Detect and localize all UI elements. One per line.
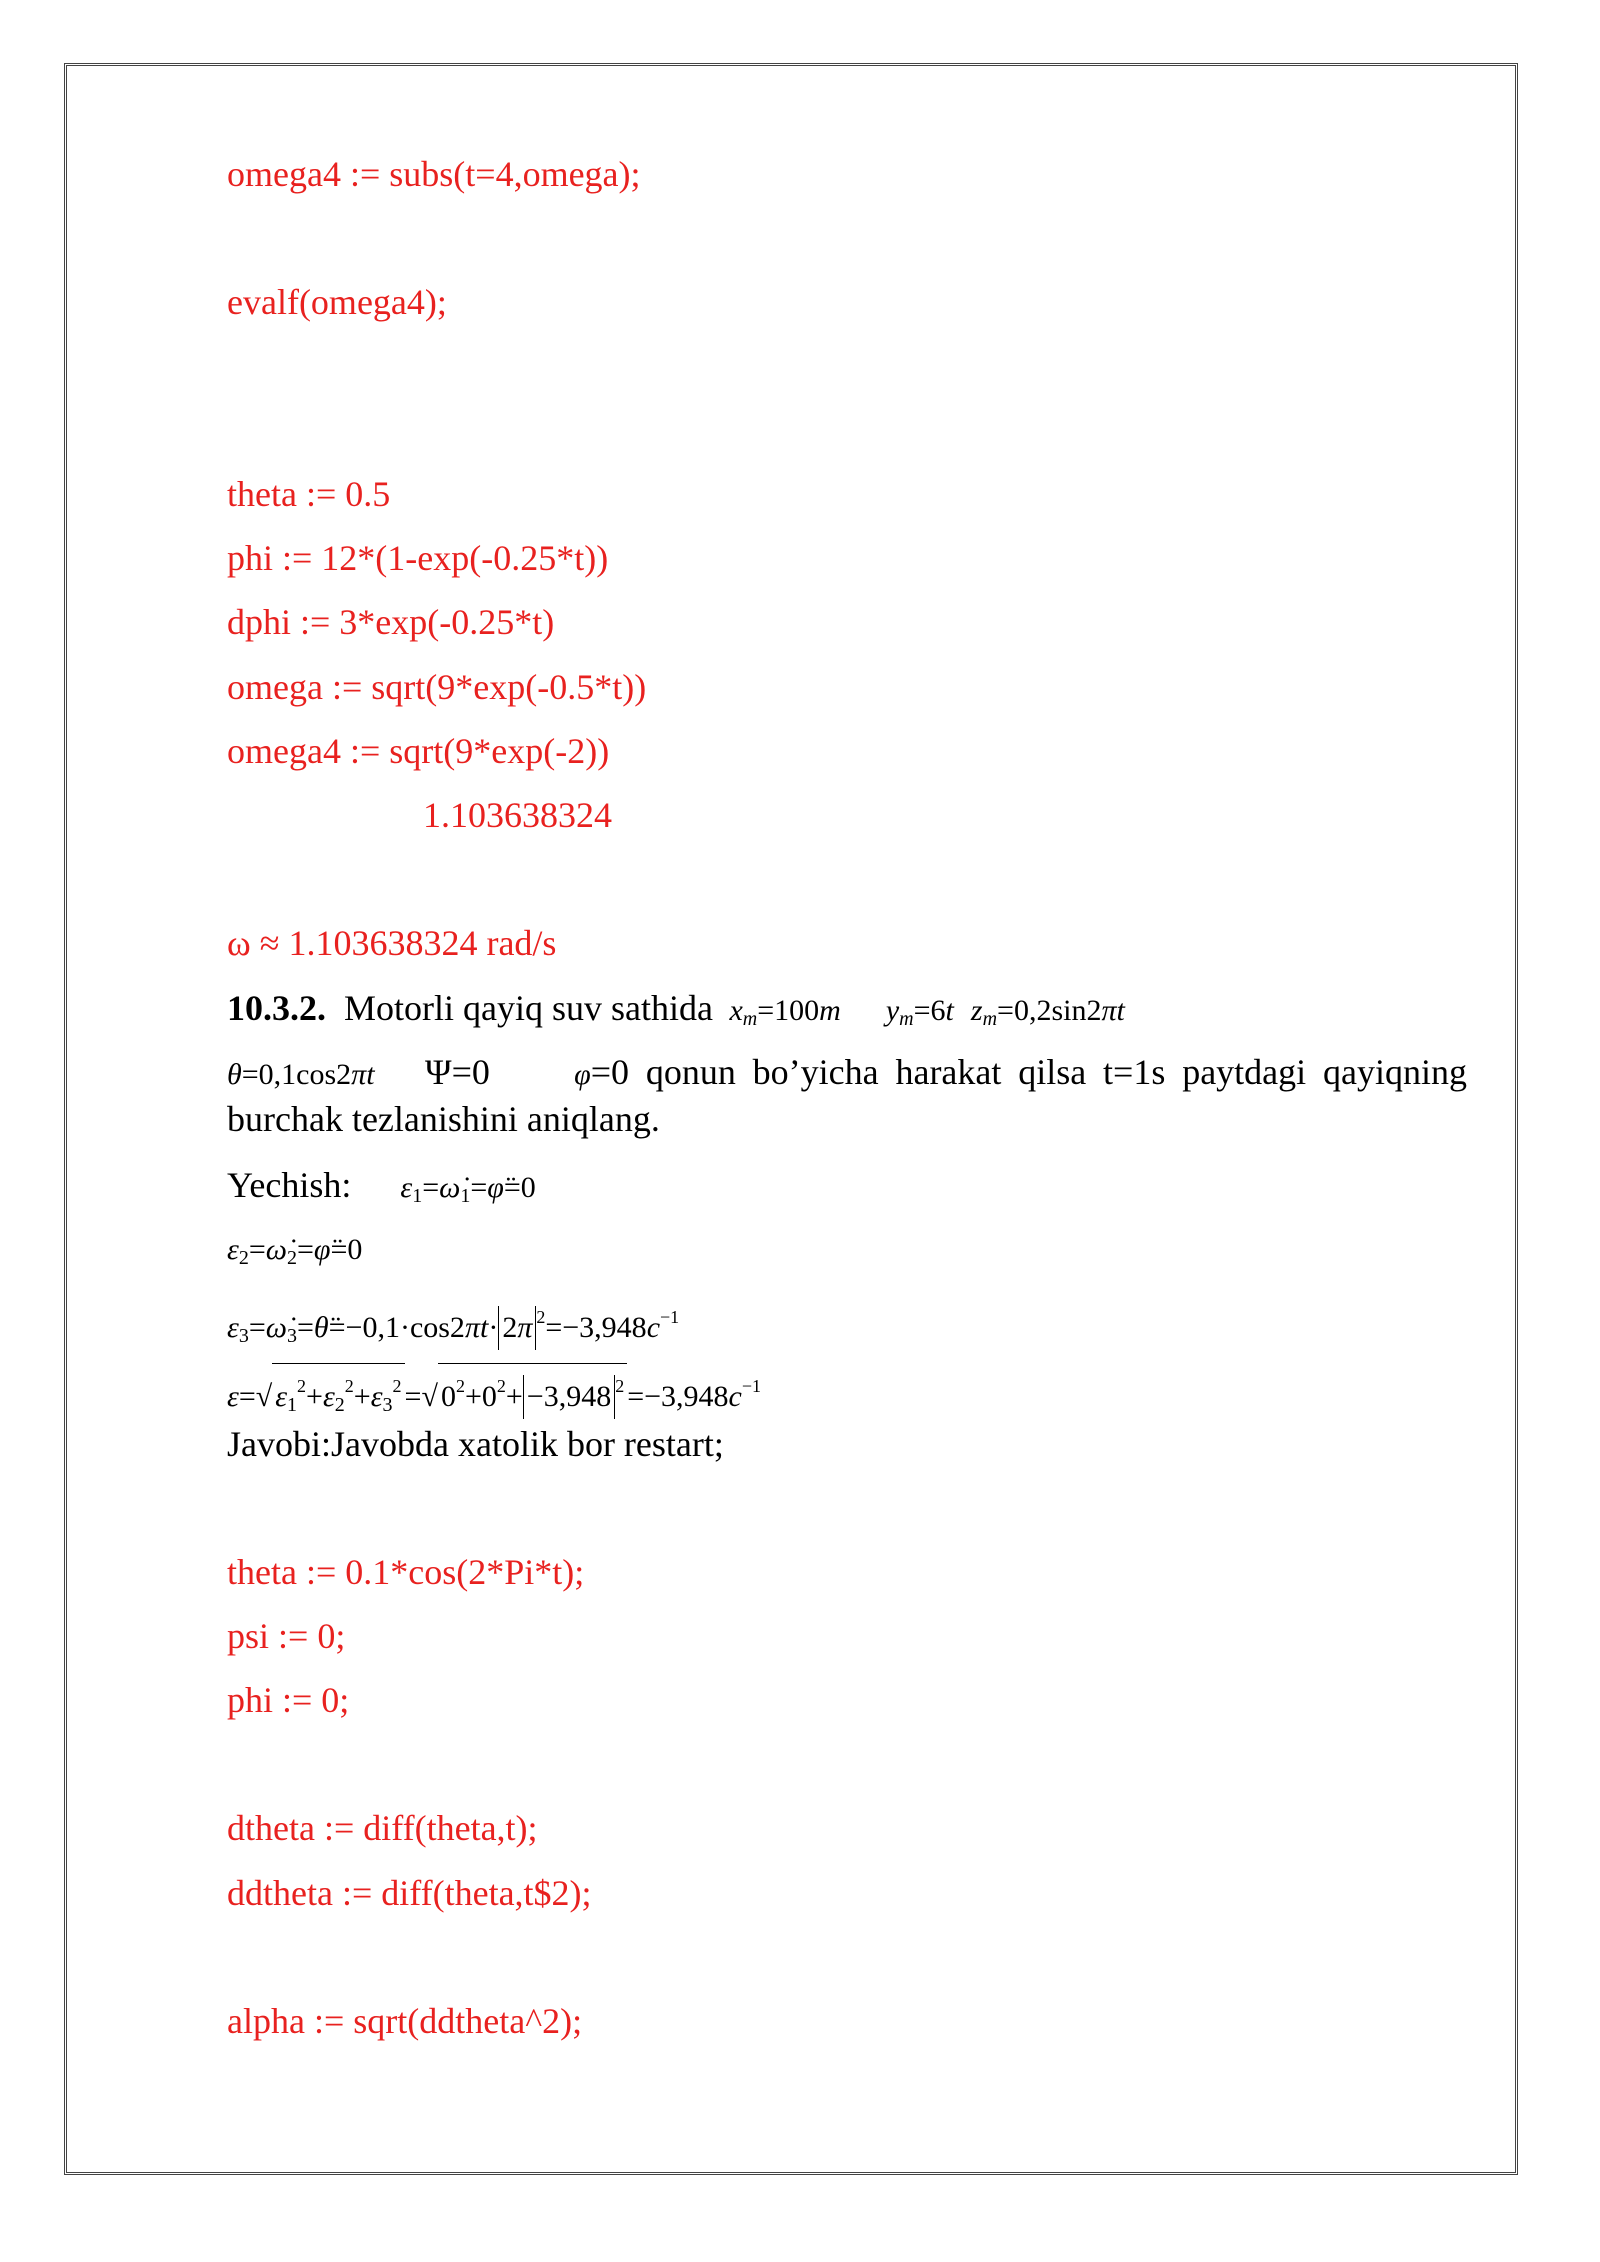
problem-number: 10.3.2.	[227, 988, 326, 1028]
equation-eps2: $\varepsilon_2=\omegȧ_2=\varphï=0$	[227, 1233, 363, 1269]
problem-intro: Motorli qayiq suv sathida	[344, 988, 713, 1028]
code-line: evalf(omega4);	[227, 282, 447, 322]
equation-theta: θ=0,1cos2πt	[227, 1058, 375, 1091]
equation-eps-total: ε=√ $\varepsilon_1^2+\varepsilon_2^2+\varepsilon_3^2$ =√ $0^2+0^2+ -3,948$ $^2 =-3,948c^{-1}$	[227, 1363, 761, 1427]
problem-statement-cont: θ=0,1cos2πt Ψ=0 φ=0 qonun bo’yicha harakat qilsa t=1s paytdagi qayiqning burchak tezlanishini aniqlang.	[227, 1052, 1467, 1139]
code-line: ddtheta := diff(theta,t$2);	[227, 1873, 592, 1913]
code-line: psi := 0;	[227, 1616, 346, 1656]
code-line: dphi := 3*exp(-0.25*t)	[227, 602, 555, 642]
result-value: 1.103638324	[423, 795, 612, 835]
problem-question: qonun bo’yicha harakat qilsa t=1s paytdagi qayiqning burchak tezlanishini aniqlang.	[227, 1052, 1467, 1139]
solution-line-1	[227, 1163, 536, 1218]
equation-y: $y_m=6t$	[885, 994, 954, 1030]
code-line: dtheta := diff(theta,t);	[227, 1808, 538, 1848]
problem-statement	[227, 986, 1125, 1041]
code-line: alpha := sqrt(ddtheta^2);	[227, 2001, 583, 2041]
equation-eps3: $\varepsilon_3=\omegȧ_3=\thetä=-0,1\cdot\cos 2\pi t\cdot 2\pi$ $^2=-3,948c^{-1}$	[227, 1295, 679, 1358]
answer-line: Javobi:Javobda xatolik bor restart;	[227, 1424, 724, 1464]
equation-x: $x_m=100m$	[729, 994, 841, 1030]
equation-z: $z_m=0,2\sin 2\pi t$	[970, 994, 1125, 1030]
code-line: theta := 0.5	[227, 474, 391, 514]
code-line: omega := sqrt(9*exp(-0.5*t))	[227, 667, 647, 707]
solution-label: Yechish:	[227, 1165, 352, 1205]
equation-eps1: $\varepsilon_1=\omegȧ_1=\varphï=0$	[400, 1171, 536, 1207]
equation-phi: φ	[574, 1058, 591, 1091]
code-line: theta := 0.1*cos(2*Pi*t);	[227, 1552, 585, 1592]
code-line: omega4 := sqrt(9*exp(-2))	[227, 731, 610, 771]
code-line: omega4 := subs(t=4,omega);	[227, 154, 641, 194]
omega-result: ω ≈ 1.103638324 rad/s	[227, 923, 557, 963]
code-line: phi := 0;	[227, 1680, 350, 1720]
code-line: phi := 12*(1-exp(-0.25*t))	[227, 538, 609, 578]
